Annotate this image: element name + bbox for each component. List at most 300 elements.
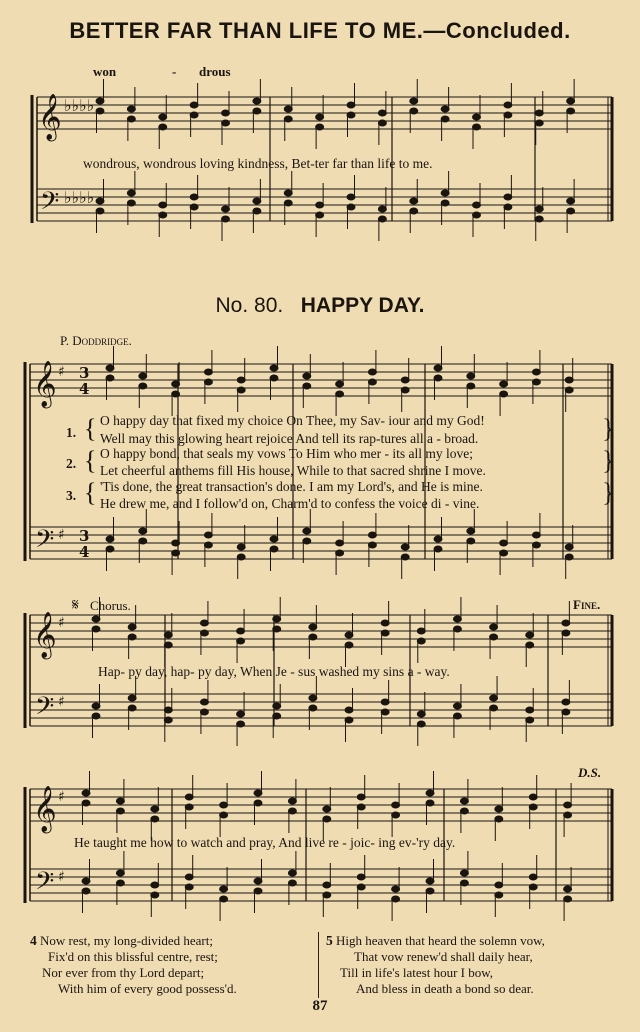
- note-t-1-6: [303, 373, 311, 379]
- note-t-0-13: [504, 102, 512, 108]
- note-t2-3-7: [323, 816, 331, 822]
- note-t2-3-4: [220, 812, 228, 818]
- note-b-2-12: [526, 707, 534, 713]
- upper-word-1: won: [93, 64, 117, 79]
- note-t2-2-7: [345, 642, 353, 648]
- note-t2-2-5: [273, 626, 281, 632]
- note-b2-3-5: [254, 888, 262, 894]
- note-b-0-9: [378, 206, 386, 212]
- note-t2-0-1: [127, 116, 135, 122]
- stanza-4-line-3: Nor ever from thy Lord depart;: [42, 965, 205, 980]
- note-t-3-11: [460, 798, 468, 804]
- note-b2-2-4: [237, 721, 245, 727]
- verse-1-line-1: O happy day that fixed my choice On Thee, my Sav- iour and my God!: [100, 413, 485, 428]
- note-b2-2-6: [309, 705, 317, 711]
- note-t-2-6: [309, 624, 317, 630]
- svg-text:♯: ♯: [58, 789, 65, 805]
- verse-number-2: 2.: [66, 456, 77, 471]
- note-b2-3-6: [288, 880, 296, 886]
- note-t2-2-13: [562, 630, 570, 636]
- note-b-3-14: [564, 886, 572, 892]
- note-t-2-7: [345, 632, 353, 638]
- note-b-3-1: [116, 870, 124, 876]
- note-t2-1-3: [204, 379, 212, 385]
- note-t-3-10: [426, 790, 434, 796]
- note-t2-1-10: [434, 375, 442, 381]
- note-b-2-4: [237, 711, 245, 717]
- note-b2-1-12: [500, 550, 508, 556]
- note-t-1-11: [467, 373, 475, 379]
- svg-text:♯: ♯: [58, 364, 65, 380]
- note-b-1-13: [532, 532, 540, 538]
- note-b-3-7: [323, 882, 331, 888]
- note-b-0-13: [504, 194, 512, 200]
- note-b2-2-13: [562, 709, 570, 715]
- note-b2-0-14: [535, 216, 543, 222]
- verse-3-line-2: He drew me, and I follow'd on, Charm'd to confess the voice di - vine.: [100, 496, 480, 511]
- note-t2-1-0: [106, 375, 114, 381]
- note-t-1-4: [237, 377, 245, 383]
- stanza-5-number: 5: [326, 933, 333, 948]
- svg-text:♯: ♯: [58, 869, 65, 885]
- note-t-1-2: [172, 381, 180, 387]
- page-number: 87: [312, 998, 328, 1014]
- note-b-1-12: [500, 540, 508, 546]
- svg-text:𝄢: 𝄢: [35, 692, 55, 727]
- note-b2-1-0: [106, 546, 114, 552]
- stanza-4-number: 4: [30, 933, 37, 948]
- note-t2-2-1: [128, 634, 136, 640]
- note-t2-3-0: [82, 800, 90, 806]
- note-b-2-3: [200, 699, 208, 705]
- note-b-0-0: [96, 198, 104, 204]
- note-t-2-9: [417, 628, 425, 634]
- verse-number-1: 1.: [66, 425, 77, 440]
- note-t2-2-8: [381, 630, 389, 636]
- note-t-3-1: [116, 798, 124, 804]
- stanza-4-line-1: Now rest, my long-divided heart;: [40, 933, 213, 948]
- note-b-3-4: [220, 886, 228, 892]
- verse-brace-3: {: [84, 478, 97, 507]
- hymn-title: HAPPY DAY.: [300, 294, 425, 317]
- note-t2-0-12: [473, 124, 481, 130]
- note-t2-2-2: [164, 642, 172, 648]
- note-b-0-4: [222, 206, 230, 212]
- chorus-lyric: Hap- py day, hap- py day, When Je - sus washed my sins a - way.: [98, 664, 450, 679]
- note-t-0-11: [441, 106, 449, 112]
- note-b-0-14: [535, 206, 543, 212]
- note-t2-1-5: [270, 375, 278, 381]
- note-b2-2-8: [381, 709, 389, 715]
- note-b2-0-7: [316, 212, 324, 218]
- note-t-3-4: [220, 802, 228, 808]
- note-t2-3-14: [564, 812, 572, 818]
- note-b2-0-8: [347, 204, 355, 210]
- note-t-0-15: [567, 98, 575, 104]
- note-b-0-2: [159, 202, 167, 208]
- stanza-4-line-2: Fix'd on this blissful centre, rest;: [48, 949, 218, 964]
- stanza-5-line-1: High heaven that heard the solemn vow,: [336, 933, 545, 948]
- verse-brace-2: {: [84, 446, 97, 475]
- note-b-1-8: [368, 532, 376, 538]
- note-t-2-3: [200, 620, 208, 626]
- note-b-3-6: [288, 870, 296, 876]
- note-t2-0-11: [441, 116, 449, 122]
- note-t-2-4: [237, 628, 245, 634]
- segno-sign: 𝄋: [72, 597, 79, 614]
- svg-text:♯: ♯: [58, 527, 65, 543]
- note-b-3-8: [357, 874, 365, 880]
- note-b2-3-14: [564, 896, 572, 902]
- note-b2-0-3: [190, 204, 198, 210]
- chorus-lyric-2: He taught me how to watch and pray, And live re - joic- ing ev-'ry day.: [74, 835, 456, 850]
- note-b2-1-2: [172, 550, 180, 556]
- ds-label: D.S.: [578, 765, 602, 780]
- stanza-5-line-4: And bless in death a bond so dear.: [356, 981, 534, 996]
- note-t-1-0: [106, 365, 114, 371]
- note-t2-0-2: [159, 124, 167, 130]
- note-t-3-9: [392, 802, 400, 808]
- note-b2-0-10: [410, 208, 418, 214]
- note-b-1-6: [303, 528, 311, 534]
- note-t2-3-10: [426, 800, 434, 806]
- note-b2-2-2: [164, 717, 172, 723]
- note-b-2-6: [309, 695, 317, 701]
- note-b2-3-8: [357, 884, 365, 890]
- note-t2-1-13: [532, 379, 540, 385]
- note-t2-3-8: [357, 804, 365, 810]
- note-b-1-5: [270, 536, 278, 542]
- note-b2-2-5: [273, 713, 281, 719]
- note-t2-0-0: [96, 108, 104, 114]
- note-b-1-2: [172, 540, 180, 546]
- note-t2-0-7: [316, 124, 324, 130]
- time-sig-top-bass: 3: [79, 527, 90, 545]
- note-b-3-2: [151, 882, 159, 888]
- note-t-2-2: [164, 632, 172, 638]
- note-b2-1-14: [565, 554, 573, 560]
- note-b-1-4: [237, 544, 245, 550]
- note-t2-2-11: [490, 634, 498, 640]
- note-b-3-11: [460, 870, 468, 876]
- note-t2-1-1: [139, 383, 147, 389]
- note-t-0-4: [222, 110, 230, 116]
- note-b-0-12: [473, 202, 481, 208]
- note-t2-1-14: [565, 387, 573, 393]
- note-t-0-8: [347, 102, 355, 108]
- note-t2-0-8: [347, 112, 355, 118]
- note-t-2-11: [490, 624, 498, 630]
- svg-text:𝄞: 𝄞: [33, 612, 57, 658]
- note-b2-0-1: [127, 200, 135, 206]
- note-t-1-13: [532, 369, 540, 375]
- time-sig-top: 3: [79, 364, 90, 382]
- note-t2-3-6: [288, 808, 296, 814]
- note-b-2-11: [490, 695, 498, 701]
- note-b2-1-13: [532, 542, 540, 548]
- note-t-3-6: [288, 798, 296, 804]
- note-t2-0-3: [190, 112, 198, 118]
- note-t-3-13: [529, 794, 537, 800]
- note-b-0-8: [347, 194, 355, 200]
- note-t-3-12: [495, 806, 503, 812]
- note-t-3-5: [254, 790, 262, 796]
- note-t2-2-12: [526, 642, 534, 648]
- stanza-5-line-2: That vow renew'd shall daily hear,: [354, 949, 533, 964]
- note-t2-3-11: [460, 808, 468, 814]
- verse-2-line-2: Let cheerful anthems fill His house, While to that sacred shrine I move.: [100, 463, 486, 478]
- hymn-number: No. 80.: [215, 294, 284, 317]
- note-b2-3-0: [82, 888, 90, 894]
- note-t2-0-13: [504, 112, 512, 118]
- note-b-3-12: [495, 882, 503, 888]
- verse-brace-2-right: }: [602, 446, 615, 475]
- upper-word-3: drous: [199, 64, 231, 79]
- note-b2-0-9: [378, 216, 386, 222]
- note-t-3-0: [82, 790, 90, 796]
- system-1-bass: [37, 189, 612, 221]
- note-b2-3-7: [323, 892, 331, 898]
- time-sig-bottom: 4: [79, 380, 90, 398]
- time-sig-bottom-bass: 4: [79, 543, 90, 561]
- note-t2-3-1: [116, 808, 124, 814]
- note-b-2-5: [273, 703, 281, 709]
- note-t2-1-6: [303, 383, 311, 389]
- verse-3-line-1: 'Tis done, the great transaction's done. I am my Lord's, and He is mine.: [100, 479, 483, 494]
- note-t-0-2: [159, 114, 167, 120]
- note-t-0-10: [410, 98, 418, 104]
- note-b2-0-15: [567, 208, 575, 214]
- note-t2-3-2: [151, 816, 159, 822]
- svg-text:𝄞: 𝄞: [38, 94, 62, 140]
- note-b2-0-4: [222, 216, 230, 222]
- note-t-1-5: [270, 365, 278, 371]
- note-t-3-8: [357, 794, 365, 800]
- note-t2-0-10: [410, 108, 418, 114]
- svg-text:𝄞: 𝄞: [33, 361, 57, 407]
- note-b-0-6: [284, 190, 292, 196]
- note-b2-2-9: [417, 721, 425, 727]
- note-t-0-5: [253, 98, 261, 104]
- note-b-2-2: [164, 707, 172, 713]
- note-t-1-14: [565, 377, 573, 383]
- author: P. Doddridge.: [60, 333, 132, 348]
- note-t-2-8: [381, 620, 389, 626]
- svg-text:𝄞: 𝄞: [33, 786, 57, 832]
- note-t2-3-12: [495, 816, 503, 822]
- system-2-bass: [30, 527, 612, 559]
- note-b2-1-3: [204, 542, 212, 548]
- note-t2-2-4: [237, 638, 245, 644]
- note-t2-1-8: [368, 379, 376, 385]
- note-b2-2-11: [490, 705, 498, 711]
- note-t2-2-6: [309, 634, 317, 640]
- note-t-1-3: [204, 369, 212, 375]
- note-t2-2-0: [92, 626, 100, 632]
- note-b-1-7: [336, 540, 344, 546]
- note-b-2-9: [417, 711, 425, 717]
- note-b-0-10: [410, 198, 418, 204]
- svg-text:𝄢: 𝄢: [35, 525, 55, 560]
- note-t2-1-11: [467, 383, 475, 389]
- note-b2-2-7: [345, 717, 353, 723]
- verse-2-line-1: O happy bond, that seals my vows To Him who mer - its all my love;: [100, 446, 474, 461]
- stanza-5-line-3: Till in life's latest hour I bow,: [340, 965, 494, 980]
- note-t-3-14: [564, 802, 572, 808]
- note-t-2-10: [453, 616, 461, 622]
- note-b2-3-13: [529, 884, 537, 890]
- note-b2-3-10: [426, 888, 434, 894]
- note-b-0-1: [127, 190, 135, 196]
- svg-text:♭♭♭♭: ♭♭♭♭: [64, 188, 95, 207]
- note-b2-1-7: [336, 550, 344, 556]
- note-b2-3-3: [185, 884, 193, 890]
- verse-brace-1: {: [84, 414, 97, 443]
- note-b-2-1: [128, 695, 136, 701]
- note-b2-0-11: [441, 200, 449, 206]
- note-t-2-13: [562, 620, 570, 626]
- system-3-bass: [30, 694, 612, 726]
- note-b2-3-2: [151, 892, 159, 898]
- note-t2-1-12: [500, 391, 508, 397]
- note-b-0-7: [316, 202, 324, 208]
- note-t2-0-5: [253, 108, 261, 114]
- note-b2-0-2: [159, 212, 167, 218]
- note-b2-2-3: [200, 709, 208, 715]
- note-b-1-0: [106, 536, 114, 542]
- note-b-3-3: [185, 874, 193, 880]
- svg-text:♯: ♯: [58, 615, 65, 631]
- continuation-lyric: wondrous, wondrous loving kindness, Bet-ter far than life to me.: [83, 156, 433, 171]
- note-t-0-9: [378, 110, 386, 116]
- note-t-1-7: [336, 381, 344, 387]
- note-b-3-13: [529, 874, 537, 880]
- note-b2-0-13: [504, 204, 512, 210]
- note-t-0-7: [316, 114, 324, 120]
- note-t2-3-3: [185, 804, 193, 810]
- note-t-2-12: [526, 632, 534, 638]
- svg-text:♭♭♭♭: ♭♭♭♭: [64, 96, 95, 115]
- note-t2-3-5: [254, 800, 262, 806]
- note-b2-2-12: [526, 717, 534, 723]
- note-t-3-7: [323, 806, 331, 812]
- note-t-0-6: [284, 106, 292, 112]
- verse-brace-1-right: }: [602, 414, 615, 443]
- note-t2-1-7: [336, 391, 344, 397]
- note-t-1-10: [434, 365, 442, 371]
- note-t-0-0: [96, 98, 104, 104]
- note-t-0-12: [473, 114, 481, 120]
- note-t2-1-2: [172, 391, 180, 397]
- note-t-2-1: [128, 624, 136, 630]
- note-b2-1-4: [237, 554, 245, 560]
- note-b2-2-0: [92, 713, 100, 719]
- note-b-0-3: [190, 194, 198, 200]
- note-b-3-0: [82, 878, 90, 884]
- svg-text:𝄢: 𝄢: [35, 867, 55, 902]
- note-t-1-12: [500, 381, 508, 387]
- verse-1-line-2: Well may this glowing heart rejoice And tell its rap-tures all a - broad.: [100, 431, 479, 446]
- svg-text:♯: ♯: [58, 694, 65, 710]
- note-t2-1-4: [237, 387, 245, 393]
- note-b-3-5: [254, 878, 262, 884]
- verse-brace-3-right: }: [602, 478, 615, 507]
- note-b-2-13: [562, 699, 570, 705]
- note-t2-0-4: [222, 120, 230, 126]
- note-b-1-14: [565, 544, 573, 550]
- note-b2-1-6: [303, 538, 311, 544]
- note-b-0-11: [441, 190, 449, 196]
- note-b2-0-5: [253, 208, 261, 214]
- note-t-1-9: [401, 377, 409, 383]
- note-b2-0-12: [473, 212, 481, 218]
- chorus-label: Chorus.: [90, 598, 131, 613]
- note-b2-0-6: [284, 200, 292, 206]
- note-b-3-9: [392, 886, 400, 892]
- system-1-treble: [37, 97, 612, 129]
- note-b2-1-11: [467, 538, 475, 544]
- note-b2-2-10: [453, 713, 461, 719]
- note-b-2-7: [345, 707, 353, 713]
- note-t2-3-9: [392, 812, 400, 818]
- verse-number-3: 3.: [66, 488, 77, 503]
- note-b-0-15: [567, 198, 575, 204]
- note-t-2-0: [92, 616, 100, 622]
- note-b-1-1: [139, 528, 147, 534]
- note-b-1-9: [401, 544, 409, 550]
- note-t2-0-9: [378, 120, 386, 126]
- note-b2-1-8: [368, 542, 376, 548]
- note-b-2-0: [92, 703, 100, 709]
- note-b2-1-1: [139, 538, 147, 544]
- note-t-3-2: [151, 806, 159, 812]
- note-b2-3-11: [460, 880, 468, 886]
- stanza-4-line-4: With him of every good possess'd.: [58, 981, 237, 996]
- svg-text:𝄢: 𝄢: [40, 187, 60, 222]
- note-b2-3-1: [116, 880, 124, 886]
- note-b2-3-12: [495, 892, 503, 898]
- note-b2-1-5: [270, 546, 278, 552]
- note-b-1-10: [434, 536, 442, 542]
- note-b-3-10: [426, 878, 434, 884]
- note-t-1-1: [139, 373, 147, 379]
- note-t-1-8: [368, 369, 376, 375]
- system-3-treble: [30, 615, 612, 647]
- note-t2-0-6: [284, 116, 292, 122]
- note-b2-2-1: [128, 705, 136, 711]
- note-t2-0-15: [567, 108, 575, 114]
- note-b-0-5: [253, 198, 261, 204]
- note-b-2-8: [381, 699, 389, 705]
- note-b2-0-0: [96, 208, 104, 214]
- continuation-title: BETTER FAR THAN LIFE TO ME.—Concluded.: [69, 18, 571, 43]
- note-t2-0-14: [535, 120, 543, 126]
- note-t-0-3: [190, 102, 198, 108]
- note-t-0-14: [535, 110, 543, 116]
- note-b2-1-9: [401, 554, 409, 560]
- note-t2-2-10: [453, 626, 461, 632]
- note-b-2-10: [453, 703, 461, 709]
- note-t-2-5: [273, 616, 281, 622]
- note-b2-3-4: [220, 896, 228, 902]
- note-b2-1-10: [434, 546, 442, 552]
- upper-word-2: -: [172, 64, 177, 79]
- note-b-1-3: [204, 532, 212, 538]
- note-b2-3-9: [392, 896, 400, 902]
- note-t2-2-9: [417, 638, 425, 644]
- note-t2-2-3: [200, 630, 208, 636]
- note-b-1-11: [467, 528, 475, 534]
